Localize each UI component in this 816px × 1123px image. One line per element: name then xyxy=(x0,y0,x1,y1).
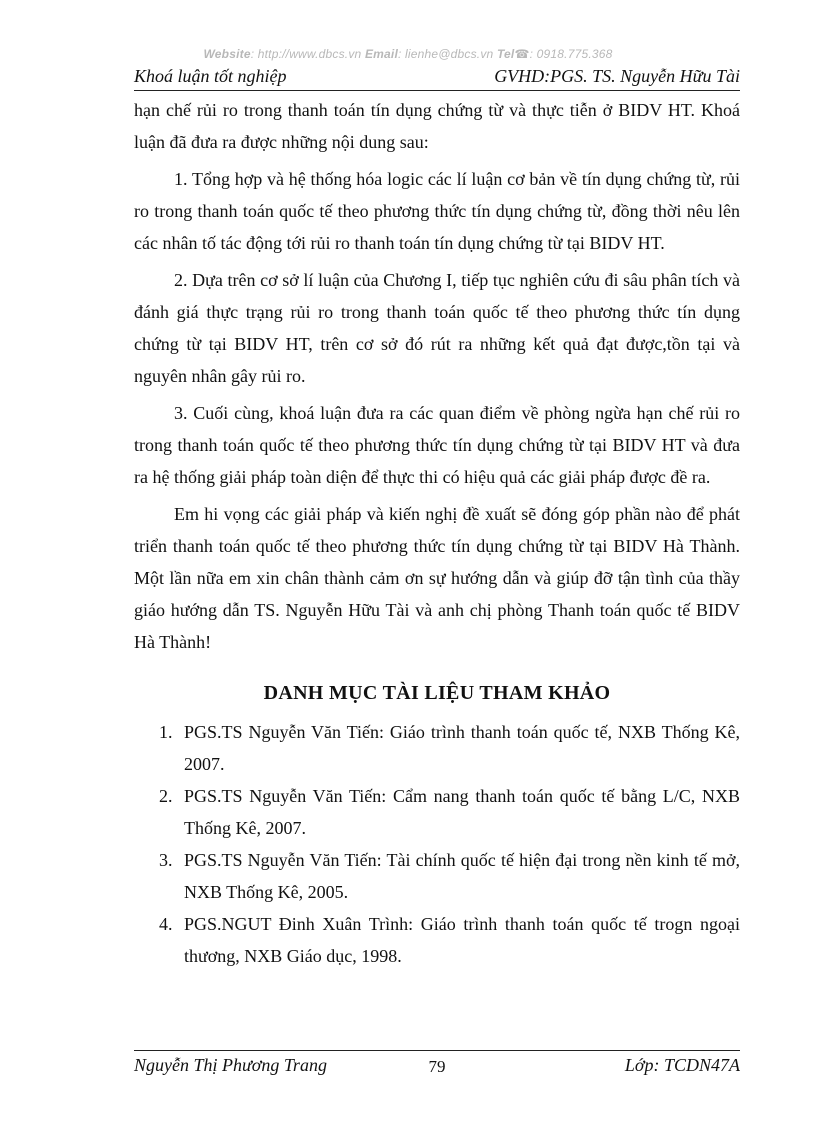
header-supervisor: GVHD:PGS. TS. Nguyễn Hữu Tài xyxy=(494,66,740,86)
website-value: : http://www.dbcs.vn xyxy=(250,47,362,61)
tel-value: ☎: 0918.775.368 xyxy=(514,47,613,61)
references-list xyxy=(134,716,740,972)
page-number: 79 xyxy=(428,1057,446,1076)
reference-text: PGS.TS Nguyễn Văn Tiến: Giáo trình thanh toán quốc tế, NXB Thống Kê, 2007. xyxy=(184,722,740,774)
tel-label: Tel xyxy=(496,47,515,61)
body-paragraph: hạn chế rủi ro trong thanh toán tín dụng chứng từ và thực tiễn ở BIDV HT. Khoá luận đã đưa ra được những nội dung sau: xyxy=(134,100,740,152)
references-title: DANH MỤC TÀI LIỆU THAM KHẢO xyxy=(263,682,611,704)
email-value: : lienhe@dbcs.vn xyxy=(397,47,494,61)
page-footer xyxy=(134,1050,740,1077)
reference-text: PGS.NGUT Đinh Xuân Trình: Giáo trình thanh toán quốc tế trogn ngoại thương, NXB Giáo dục, 1998. xyxy=(184,914,740,966)
reference-number: 4. xyxy=(159,914,173,934)
body-paragraph: Em hi vọng các giải pháp và kiến nghị đề xuất sẽ đóng góp phần nào để phát triển thanh toán quốc tế theo phương thức tín dụng chứng từ tại BIDV Hà Thành. Một lần nữa em xin chân thành cảm ơn sự hướng dẫn và giúp đỡ tận tình của thầy giáo hướng dẫn TS. Nguyễn Hữu Tài và anh chị phòng Thanh toán quốc tế BIDV Hà Thành! xyxy=(134,504,740,652)
reference-text: PGS.TS Nguyễn Văn Tiến: Cẩm nang thanh toán quốc tế bằng L/C, NXB Thống Kê, 2007. xyxy=(184,786,740,838)
reference-number: 3. xyxy=(159,850,173,870)
header-thesis-label: Khoá luận tốt nghiệp xyxy=(134,66,287,86)
reference-item xyxy=(134,844,740,908)
website-contact-line xyxy=(0,47,816,61)
body-paragraph: 3. Cuối cùng, khoá luận đưa ra các quan điểm về phòng ngừa hạn chế rủi ro trong thanh toán quốc tế theo phương thức tín dụng chứng từ tại BIDV HT và đưa ra hệ thống giải pháp toàn diện để thực thi có hiệu quả các giải pháp được đề ra. xyxy=(134,403,740,487)
reference-item xyxy=(134,908,740,972)
footer-author: Nguyễn Thị Phương Trang xyxy=(134,1055,327,1075)
reference-item xyxy=(134,716,740,780)
footer-class: Lớp: TCDN47A xyxy=(624,1055,740,1075)
reference-number: 2. xyxy=(159,786,173,806)
reference-item xyxy=(134,780,740,844)
body-paragraph: 1. Tổng hợp và hệ thống hóa logic các lí luận cơ bản về tín dụng chứng từ, rủi ro trong thanh toán quốc tế theo phương thức tín dụng chứng từ, đồng thời nêu lên các nhân tố tác động tới rủi ro thanh toán tín dụng chứng từ tại BIDV HT. xyxy=(134,169,740,253)
website-label: Website xyxy=(203,47,251,61)
reference-text: PGS.TS Nguyễn Văn Tiến: Tài chính quốc tế hiện đại trong nền kinh tế mở, NXB Thống Kê, 2005. xyxy=(184,850,740,902)
page-content xyxy=(134,94,740,972)
reference-number: 1. xyxy=(159,722,173,742)
page-header xyxy=(134,66,740,91)
body-paragraph: 2. Dựa trên cơ sở lí luận của Chương I, tiếp tục nghiên cứu đi sâu phân tích và đánh giá thực trạng rủi ro trong thanh toán quốc tế theo phương thức tín dụng chứng từ tại BIDV HT, trên cơ sở đó rút ra những kết quả đạt được,tồn tại và nguyên nhân gây rủi ro. xyxy=(134,270,740,386)
email-label: Email xyxy=(364,47,398,61)
